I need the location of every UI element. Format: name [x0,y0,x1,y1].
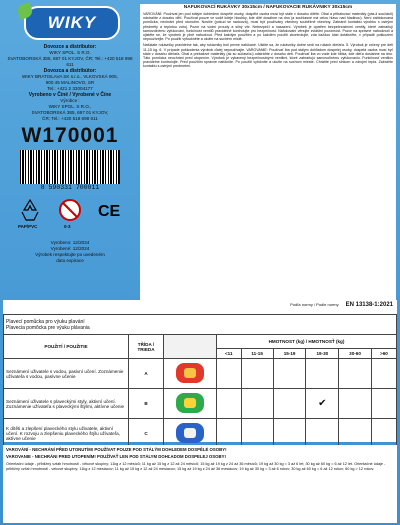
product-code: W170001 [21,124,119,147]
warning-sk: VAROVANIE - NECHRÁNI PRED UTOPENÍM! POUŽÍVAŤ LEN POD STÁLYM DOHĽADOM DOSPELEJ OSOBY! [6,454,226,459]
weight-cell [371,419,396,449]
table-header-row [4,335,397,349]
distributor-line: SVATOBORSKÁ 385, 697 01 KYJOV, ČR; Tel.: +420 518 698 611 [7,56,133,67]
class-description: Seznámení uživatele s plaveckými styly, aktivní učení. Zoznámenie užívateľa s plaveckými štýlmi, aktívne učenie [4,389,129,419]
armband-blue-icon [170,420,210,446]
armband-green-icon [170,390,210,416]
weight-cell [217,419,242,449]
warnings-footer [3,445,397,523]
distributor-heading: Dovozce a distributor: [43,44,97,50]
instructions-title: NAFUKOVACÍ RUKÁVKY 30x15cm / NAFUKOVACIE RUKÁVNIKY 30x15cm [183,5,353,10]
recycle-icon [16,198,44,222]
weight-cell [306,359,339,389]
class-description: K dítěti a zlepšení plaveckého stylu uživatele, aktivní učení. K rozvoju a zlepšeniu plaveckého štýlu užívateľa, aktívne učenie [4,419,129,449]
production-line: Výrobek respektujte po uvedeném [35,252,105,257]
weight-check: ✔ [306,389,339,419]
weight-cell: <11 [217,349,242,359]
standard-code: EN 13138-1:2021 [345,302,393,308]
weight-cell [217,389,242,419]
production-line: Vyrobeno: 12/2024 [50,240,90,245]
instructions-text-sk: Nafúkate rukávniky pravidelne tak, aby rukávniky boli pevne nafúkané. Uistite sa, že rukávniky dobre sedí na rukách dieťaťa. 5. Výrobok je určený pre deti 11-15 kg. 6. V prípade poškodenia výrobok ďalej nepoužívajte. VAROVANIE: Používať iba pod stálym dohľadom dospelej osoby, dospelá osoba musí byť stále v dosahu dieťaťa. Obal a prebalové materiály (ak sú súčasťou) odstráňte z dosahu detí. Používať iba vo vode kde hĺbka, kde dieťa dosiahne na dno. Táto pomôcka neochráni pred utopením. Výrobok je vybavený bezpečnostnými ventilmi, ktoré zabraňujú samovoľnému vyfukovaniu. Funkčnosť ventilov pravidelne kontrolujte. Pred použitím správne nafúknite. Po použití vyfúknite a uložte na suchom mieste. Chráňte pred slnkom a zdrojmi tepla. Zabráňte kontaktu s ostrými predmetmi. [143,43,393,69]
maker-line: ČR; Tel.: +420 518 698 611 [42,116,98,121]
classification-table [3,314,397,449]
col-class-header: TŘÍDA / TRIEDA [129,335,164,359]
weight-cell [306,419,339,449]
maker-heading: Vyrobeno v Číně / Vyrobené v Číne [28,92,112,98]
table-row [4,359,397,389]
weight-cell [241,389,273,419]
recycle-label: PAP/PVC [18,224,38,229]
brand-name: WIKY [47,13,97,32]
brand-logo [24,6,120,40]
svg-text:CE: CE [98,203,121,220]
barcode [20,150,120,184]
leaf-icon [16,2,34,20]
weight-cell [273,359,306,389]
distributor-line: WIKY BRATISLAVA SK s.r.o., VLKOVSKÁ 905, [22,74,118,79]
barcode-number: 8 590331 700011 [40,184,100,191]
weight-cell [273,389,306,419]
left-panel [0,0,140,300]
table-intro [4,315,397,335]
production-info [6,240,134,264]
standard-header [3,300,397,314]
symbol-row [16,196,126,234]
instructions-text-cz: VAROVÁNÍ: Používat jen pod stálým dohledem dospělé osoby, dospělé osoba musí být stále v dosahu dítěte. Obal a přibalovací materiály (pás-li součástí) odstraňte z dosahu dětí. Používat pouze ve vodě kdeje hloubky, kde dítě dosáhne na dno (a souhlasné má celou hlavu nad hladinou). Není zablokovaná pomůcka, nechráni před utonutím. Nosiče (pokud se nadouvá), musí být používány všechny souběžně všechny. Zabránít kontaktu výrobku s ostrými předměty a teplotou zdroj. Pozor na vodní proudy a silný vítr. Nebezpečí a nasazení. Výrobek je opatřen bezpečnostními ventily, které zabraňují samovolnému vyfukování, funkčnost ventilů pravidelně kontrolujte pro bezpečnost. Nafukování věnujte zvláštní pozornost. Pozor na správné nafouknutí a ujistěte se, že výrobek je plně nafouknut. Před každým použitím a po každém použití zkontrolujte, zda každou část dotáhněte, v případě poškození nepoužívejte. Po použití vyfoukněte a uložte na suchém místě. [143,12,393,42]
table-row [4,419,397,449]
ce-mark-icon [96,198,124,222]
weight-cell [273,419,306,449]
table-row [4,315,397,335]
standard-label: Podľa normy / Podle normy [290,302,339,307]
distributor-line: Dovozca a distribútor: [43,68,97,74]
armband-image [164,389,217,419]
class-letter: C [129,419,164,449]
armband-image [164,359,217,389]
orientation-note: Orientační údaje - přibližný vztah hmotnosti - věkové skupiny: 11kg z 12 měsíců; 11 kg až 15 kg z 12 až 24 měsíců; 15 kg až 19 kg z 24 až 36 měsíců; 19 kg až 30 kg = 3 až 6 let; 30 kg až 60 kg = 6 až 12 let. Orientačné údaje - približný vzťah hmotnosti - vekové skupiny: 11kg z 12 mesiacov; 11 kg až 15 kg z 12 až 24 mesiacov; 15 kg až 19 kg z 24 až 36 mesiacov; 19 kg až 30 kg = 3 až 6 rokov; 30 kg až 60 kg = 6 až 12 rokov; 60 kg > 12 rokov. [6,462,386,471]
class-letter: A [129,359,164,389]
weight-cell [371,359,396,389]
weight-cell [217,359,242,389]
instructions-panel [140,4,396,300]
col-use-header: POUŽITÍ / POUŽITIE [4,335,129,359]
maker-line: Výrobce : [60,98,80,103]
warning-cz: VAROVÁNÍ - NECHRÁNÍ PŘED UTONUTÍM! POUŽÍVAT POUZE POD STÁLÝM DOHLEDEM DOSPĚLÉ OSOBY! [6,447,227,452]
weight-cell: 30-60 [339,349,372,359]
table-row [4,389,397,419]
table-intro-cz: Plavecí pomůcka pro výuku plavání [6,318,85,325]
weight-cell [339,389,372,419]
weight-cell: 11-15 [241,349,273,359]
weight-cell: >60 [371,349,396,359]
distributor-line: Tel.: +421 2 33004177 [47,86,93,91]
class-description: Seznámení uživatele s vodou, pasivní učení. Zoznámenie užívateľa s vodou, pasívne učenie [4,359,129,389]
weight-cell [339,359,372,389]
armband-image [164,419,217,449]
image-column-header [164,335,217,359]
weight-cell: 19-30 [306,349,339,359]
col-weight-header: HMOTNOST (kg) / HMOTNOSŤ (kg) [217,335,397,349]
age-warning-icon [56,198,84,222]
maker-line: WIKY SPOL. S R.O., [48,104,92,109]
distributor-line: 900 45 MALINOVO, SR [45,80,95,85]
armband-red-icon [170,360,210,386]
weight-cell [371,389,396,419]
maker-line: SVATOBORSKÁ 385, 697 01 KYJOV, [31,110,109,115]
distributor-info [6,44,134,122]
distributor-line: WIKY SPOL. S R.O. [49,50,91,55]
weight-cell [241,419,273,449]
weight-cell: 15-19 [273,349,306,359]
table-intro-sk: Plavecia pomôcka pre výuku plávania [6,324,90,331]
weight-cell [339,419,372,449]
age-label: 0-3 [64,224,71,229]
weight-cell [241,359,273,389]
production-line: Vyrobené: 12/2024 [50,246,90,251]
production-line: datu expirace [56,258,84,263]
classification-table-area [3,300,397,442]
class-letter: B [129,389,164,419]
